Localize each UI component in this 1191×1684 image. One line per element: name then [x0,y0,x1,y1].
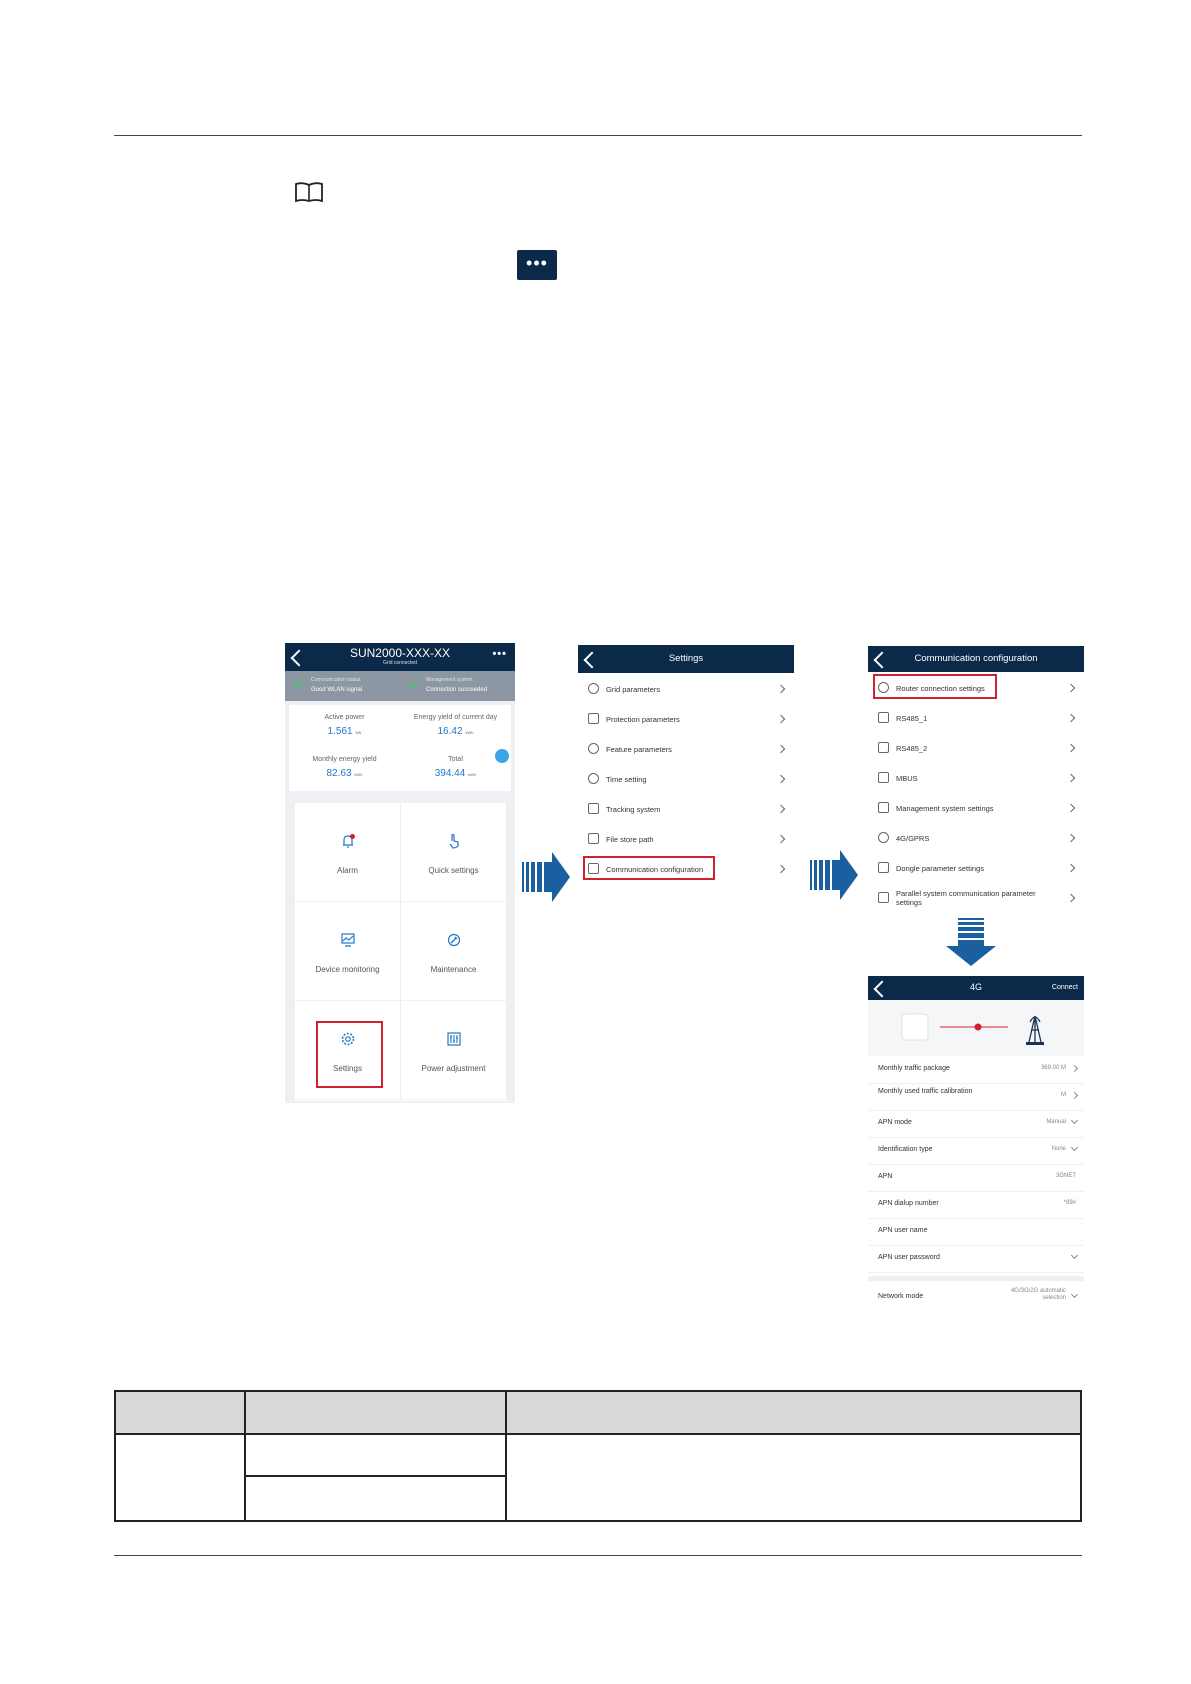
chevron-right-icon [1067,774,1075,782]
stat-unit: kWh [468,772,477,777]
list-item-time-setting[interactable] [578,764,794,794]
field-apn[interactable] [868,1164,1084,1192]
more-options-icon: ••• [517,250,557,280]
list-item-label: File store path [606,835,654,844]
chevron-down-icon [1071,1117,1078,1124]
stat-daily-yield [400,705,511,747]
wrench-icon [446,932,462,948]
sliders-icon [446,1031,462,1047]
stat-value: 1.561 [327,726,353,737]
chevron-down-icon [1071,1291,1078,1298]
status-bar [285,671,515,701]
book-icon [294,181,324,203]
settings-screen [578,645,794,885]
field-network-mode[interactable] [868,1276,1084,1316]
4g-navbar [868,976,1084,1000]
document-icon [878,772,889,783]
connection-diagram [868,1000,1084,1056]
tile-power-adjustment[interactable] [401,1001,507,1100]
list-item-label: Communication configuration [606,865,704,874]
stat-label: Monthly energy yield [312,756,377,763]
shield-icon [588,713,599,724]
chevron-right-icon [777,865,785,873]
list-item-rs485-2[interactable] [868,733,1084,763]
communication-status [285,671,400,701]
table-divider [505,1392,507,1520]
parameter-table [114,1390,1082,1522]
solar-panel-icon [588,803,599,814]
field-label: APN [878,1173,893,1180]
tile-quick-settings[interactable] [401,803,507,902]
arrow-right-icon [522,852,570,902]
footer-rule [114,1555,1082,1556]
field-value: 369.00 M [1040,1065,1066,1071]
list-item-label: Time setting [606,775,647,784]
list-item-grid-parameters[interactable] [578,674,794,704]
stat-label: Energy yield of current day [413,714,498,721]
field-value: None [1051,1146,1066,1152]
list-item-management-system-settings[interactable] [868,793,1084,823]
list-item-label: Grid parameters [606,685,661,694]
field-value: *99# [1063,1200,1076,1206]
stat-label: Active power [324,714,365,721]
tile-label: Quick settings [428,866,479,875]
port-icon [878,712,889,723]
table-divider [244,1475,507,1477]
chevron-right-icon [1067,804,1075,812]
arrow-down-icon [946,918,996,966]
bell-icon [340,833,356,849]
list-item-protection-parameters[interactable] [578,704,794,734]
screen-title: 4G [969,982,982,992]
gear-icon [588,743,599,754]
tile-alarm[interactable] [295,803,401,902]
communication-configuration-highlight [583,856,715,880]
arrow-right-icon [810,850,858,900]
tile-maintenance[interactable] [401,902,507,1001]
stat-value: 16.42 [437,726,463,737]
check-icon [292,677,303,688]
chevron-right-icon [777,685,785,693]
field-label: Monthly traffic package [878,1065,950,1072]
screen-title: Communication configuration [914,653,1038,664]
device-title: SUN2000-XXX-XX [349,646,451,660]
status-value: Good WLAN signal [311,687,363,693]
4g-settings-screen [868,976,1084,1316]
field-apn-mode[interactable] [868,1110,1084,1138]
field-apn-dialup-number[interactable] [868,1191,1084,1219]
field-value: M [1061,1092,1066,1098]
list-item-feature-parameters[interactable] [578,734,794,764]
list-item-mbus[interactable] [868,763,1084,793]
field-monthly-used-traffic[interactable] [868,1083,1084,1111]
field-value: 3GNET [1055,1173,1076,1179]
stat-monthly-yield [289,747,400,789]
status-label: Management system [426,677,473,683]
grid-icon [588,683,599,694]
status-value: Connection succeeded [426,687,488,693]
settings-navbar [578,645,794,673]
globe-icon [878,832,889,843]
list-item-label: Router connection settings [896,684,985,693]
network-icon [878,892,889,903]
tile-label: Device monitoring [315,965,380,974]
list-item-file-store-path[interactable] [578,824,794,854]
chevron-right-icon [777,715,785,723]
settings-highlight [316,1021,383,1088]
field-label: APN mode [878,1119,912,1126]
chevron-right-icon [1071,1065,1078,1072]
chevron-right-icon [777,835,785,843]
chevron-right-icon [1067,894,1075,902]
stat-unit: kW [355,730,362,735]
list-item-label: 4G/GPRS [896,834,930,843]
stat-unit: kWh [465,730,474,735]
chevron-right-icon [1067,714,1075,722]
list-item-label: MBUS [896,774,918,783]
table-header [116,1392,1080,1435]
field-label: APN user name [878,1227,928,1234]
management-status [400,671,515,701]
connection-diagram-graphic [868,1000,1084,1056]
router-connection-highlight [873,674,997,699]
field-label: Monthly used traffic calibration [878,1088,973,1095]
header-rule [114,135,1082,136]
field-apn-user-password[interactable] [868,1245,1084,1273]
list-item-parallel-system-communication[interactable] [868,883,1084,913]
stat-active-power [289,705,400,747]
list-item-label: Management system settings [896,804,994,813]
status-label: Communication status [311,677,361,683]
list-item-label: Protection parameters [606,715,680,724]
device-status: Grid connected [383,660,417,666]
lock-icon [878,862,889,873]
laptop-icon [878,802,889,813]
chevron-right-icon [1067,864,1075,872]
tile-label: Alarm [337,866,358,875]
list-item-tracking-system[interactable] [578,794,794,824]
chevron-right-icon [777,805,785,813]
stat-value: 82.63 [326,768,352,779]
field-apn-user-name[interactable] [868,1218,1084,1246]
chevron-right-icon [1067,744,1075,752]
more-icon[interactable]: ••• [492,648,507,660]
table-divider [244,1392,246,1520]
connect-button[interactable]: Connect [1051,984,1078,991]
stat-label: Total [448,756,463,763]
field-label: Identification type [878,1146,933,1153]
screen-title: Settings [668,653,704,664]
list-item-dongle-parameter-settings[interactable] [868,853,1084,883]
list-item-label: RS485_1 [896,714,928,723]
chevron-right-icon [1067,684,1075,692]
field-value: 4G/3G/2G automatic selection [1010,1288,1066,1301]
communication-navbar [868,646,1084,672]
chevron-right-icon [777,775,785,783]
port-icon [878,742,889,753]
tile-label: Power adjustment [421,1064,486,1073]
download-icon [588,833,599,844]
list-item-label: Parallel system communication parameter settings [896,889,1036,907]
field-label: APN dialup number [878,1200,939,1207]
field-monthly-traffic-package[interactable] [868,1056,1084,1084]
home-navbar [285,643,515,671]
tile-label: Maintenance [430,965,477,974]
chart-icon[interactable] [495,749,509,763]
list-item-label: Feature parameters [606,745,672,754]
tile-device-monitoring[interactable] [295,902,401,1001]
chevron-down-icon [1071,1144,1078,1151]
chevron-right-icon [777,745,785,753]
field-identification-type[interactable] [868,1137,1084,1165]
list-item-rs485-1[interactable] [868,703,1084,733]
list-item-label: Tracking system [606,805,661,814]
field-label: APN user password [878,1254,940,1261]
list-item-label: RS485_2 [896,744,928,753]
list-item-label: Dongle parameter settings [896,864,984,873]
field-value: Manual [1046,1119,1066,1125]
check-icon [407,677,418,688]
chevron-right-icon [1067,834,1075,842]
stat-value: 394.44 [434,768,466,779]
tile-label: Settings [333,1064,362,1073]
field-label: Network mode [878,1293,924,1300]
chevron-down-icon [1071,1252,1078,1259]
monitor-icon [340,932,356,948]
chevron-right-icon [1071,1092,1078,1099]
list-item-4g-gprs[interactable] [868,823,1084,853]
clock-icon [588,773,599,784]
energy-stats [289,705,511,791]
stat-unit: kWh [354,772,363,777]
hand-pointer-icon [446,833,462,849]
